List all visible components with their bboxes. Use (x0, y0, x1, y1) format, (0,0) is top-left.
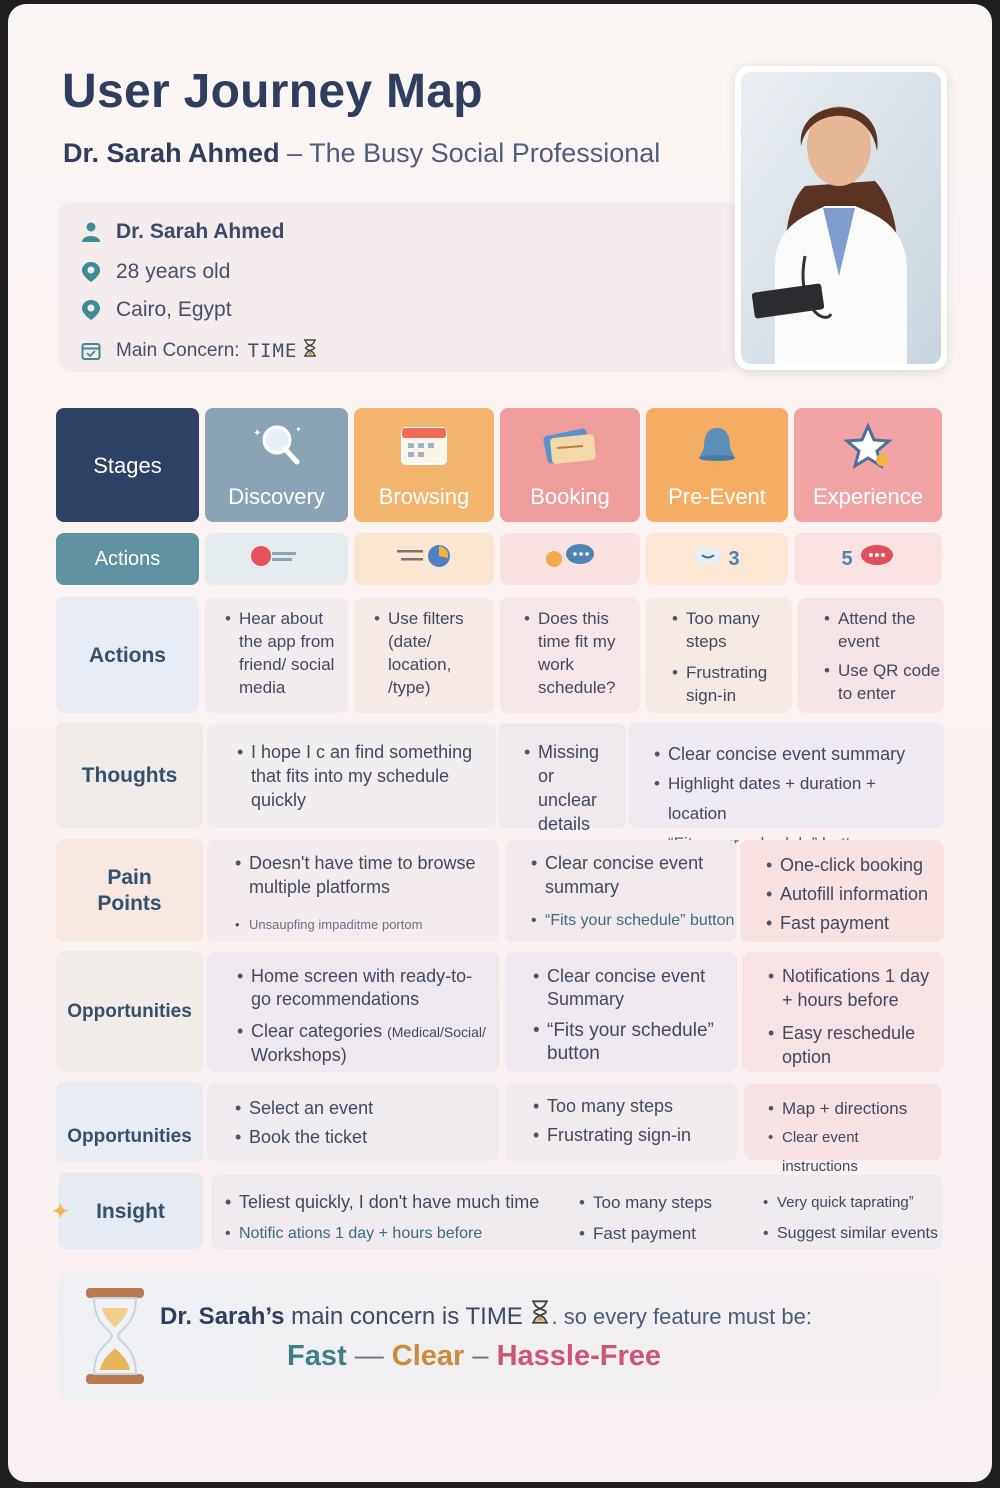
actions-browsing (354, 598, 494, 713)
svg-text:✦: ✦ (294, 425, 302, 434)
star-icon (842, 422, 894, 476)
list-item: • Too many steps (593, 1187, 739, 1218)
page-subtitle (63, 138, 660, 169)
row-label-opportunities: Opportunities (56, 1082, 203, 1162)
persona-card (58, 202, 738, 372)
thoughts-c (628, 723, 944, 828)
notification-icon (694, 545, 722, 573)
list-item: • Fast payment (780, 909, 938, 938)
list-item: • “Fits your schedule” button (547, 1019, 727, 1065)
list-item: • Hear about the app from friend/ social media (239, 607, 338, 699)
list-item: • “Fits your schedule” button (545, 909, 733, 933)
concern-value: TIME (247, 340, 298, 362)
filter-icon (393, 542, 455, 576)
row-label-insight (52, 1173, 203, 1249)
stage-label: Experience (812, 484, 924, 509)
list-item: • Too many steps (547, 1092, 727, 1121)
actions-experience (798, 598, 944, 713)
list-item: • Doesn't have time to browse multiple platforms (249, 851, 489, 899)
persona-concern-row (80, 339, 317, 363)
chat-bubble-icon (859, 544, 895, 574)
persona-photo (735, 66, 947, 370)
stage-pre-event (646, 408, 788, 522)
stage-discovery (205, 408, 348, 522)
summary-line-2 (287, 1340, 661, 1373)
stage-label: Discovery (228, 484, 325, 509)
magnifier-icon (247, 422, 307, 474)
ticket-icon (537, 422, 603, 472)
list-item: • Very quick tapratingˮ (777, 1187, 943, 1218)
list-item: • Fast payment (593, 1218, 739, 1249)
svg-text:✦: ✦ (252, 428, 261, 439)
stages-header (56, 408, 199, 522)
summary-end: . so every feature must be: (551, 1304, 812, 1329)
list-item: • Book the ticket (249, 1123, 489, 1152)
counter-badge: 3 (728, 547, 740, 570)
list-item: • Missing or unclear details (538, 740, 616, 836)
list-item: • Clear event instructions (782, 1123, 936, 1181)
persona-name-row (80, 220, 284, 244)
speech-bubble-icon (250, 543, 304, 575)
value-hassle-free: Hassle-Free (496, 1340, 661, 1372)
counter-badge: 5 (841, 547, 853, 570)
sparkle-icon: ✦ (52, 1201, 69, 1223)
list-item: • Autofill information (780, 880, 938, 909)
separator: — (346, 1340, 392, 1372)
stage-browsing (354, 408, 494, 522)
separator: – (464, 1340, 497, 1372)
list-item: • I hope I c an find something that fits into my schedule quickly (251, 740, 477, 812)
list-item: • Highlight dates + duration + location (668, 769, 938, 829)
insight-b (579, 1187, 739, 1249)
value-fast: Fast (287, 1340, 347, 1372)
stage-label: Browsing (378, 484, 470, 509)
persona-location: Cairo, Egypt (116, 298, 232, 321)
list-item: • Clear concise event Summary (547, 965, 727, 1011)
experience-action-icons (794, 533, 942, 585)
chat-icon (540, 541, 600, 577)
opportunities-c (742, 952, 944, 1072)
opportunities-b (505, 952, 737, 1072)
list-item: • Suggest similar events (777, 1218, 943, 1249)
pain-b (505, 840, 737, 942)
summary-banner (58, 1272, 940, 1402)
actions-discovery (205, 598, 348, 713)
persona-age-row (80, 260, 230, 284)
list-item: • Notifications 1 day + hours before (782, 964, 936, 1012)
summary-name: Dr. Sarah’s (160, 1303, 285, 1330)
list-item: • Select an event (249, 1094, 489, 1123)
actions-booking (500, 598, 640, 713)
thoughts-b (498, 723, 626, 834)
actions-pre-event (646, 598, 792, 713)
insight-content (211, 1175, 943, 1249)
persona-age: 28 years old (116, 260, 231, 283)
hourglass-icon (303, 339, 317, 363)
list-item: • Attend the event (838, 607, 938, 653)
category-end: Workshops) (251, 1045, 347, 1065)
location-pin-icon (80, 299, 102, 321)
stage-label: Booking (530, 484, 610, 509)
calendar-icon (398, 422, 450, 472)
list-item: • Home screen with ready-to-go recommendations (251, 965, 489, 1011)
stage-label: Pre-Event (668, 484, 766, 509)
concern-label: Main Concern: (116, 340, 240, 361)
actions-small-label: Actions (56, 533, 199, 585)
summary-mid: main concern is TIME (284, 1303, 530, 1330)
thoughts-a (207, 723, 497, 828)
row-label-opportunities: Opportunities (56, 951, 203, 1072)
list-item: • Use filters (date/ location, /type) (388, 607, 486, 699)
pain-a (207, 840, 499, 942)
booking-action-icons (500, 533, 640, 585)
list-item: • Too many steps (686, 607, 786, 653)
list-item: • Unsaupfing impaditme portom (249, 913, 489, 937)
page-title: User Journey Map (62, 65, 483, 118)
list-item: • Notific ations 1 day + hours before (239, 1218, 565, 1249)
list-item: • Use QR code to enter (838, 659, 943, 705)
list-item (251, 1020, 489, 1067)
list-item: • Map + directions (782, 1094, 936, 1123)
list-item: • Clear concise event summary (668, 739, 938, 769)
row-label-actions: Actions (56, 597, 199, 713)
list-item: • Teliest quickly, I don't have much time (239, 1187, 565, 1218)
list-item: • One-click booking (780, 851, 938, 880)
browsing-action-icons (354, 533, 494, 585)
list-item: • Frustrating sign-in (686, 661, 786, 707)
category-detail: (Medical/Social/ (387, 1024, 486, 1040)
location-pin-icon (80, 261, 102, 283)
list-item: • Frustrating sign-in (547, 1121, 727, 1150)
stage-booking (500, 408, 640, 522)
persona-location-row (80, 298, 232, 322)
opportunities-a (207, 952, 499, 1072)
list-item: • Clear concise event summary (545, 851, 733, 899)
subtitle-rest: – The Busy Social Professional (279, 138, 661, 168)
stages-label: Stages (93, 452, 162, 478)
hourglass-icon (529, 1303, 551, 1330)
value-clear: Clear (391, 1340, 465, 1372)
stage-experience (794, 408, 942, 522)
row-label-thoughts: Thoughts (56, 722, 203, 828)
opportunities2-a (207, 1083, 499, 1161)
list-item: • Easy reschedule option (782, 1021, 936, 1069)
insight-label: Insight (96, 1199, 165, 1223)
list-item: • Does this time fit my work schedule? (538, 607, 632, 699)
opportunities2-b (505, 1083, 737, 1161)
category-text: Clear categories (251, 1021, 383, 1041)
insight-a (225, 1187, 565, 1249)
discovery-action-icons (205, 533, 348, 585)
summary-line-1 (160, 1300, 812, 1331)
bell-icon (692, 422, 742, 476)
insight-c (763, 1187, 943, 1249)
user-icon (80, 221, 102, 243)
pre-event-action-icons (646, 533, 788, 585)
persona-name: Dr. Sarah Ahmed (116, 220, 285, 243)
pain-c (740, 840, 944, 942)
opportunities2-c (744, 1084, 942, 1175)
row-label-pain-points: Pain Points (56, 839, 203, 942)
calendar-icon (80, 340, 102, 362)
subtitle-name: Dr. Sarah Ahmed (63, 138, 280, 168)
hourglass-icon (82, 1286, 148, 1391)
